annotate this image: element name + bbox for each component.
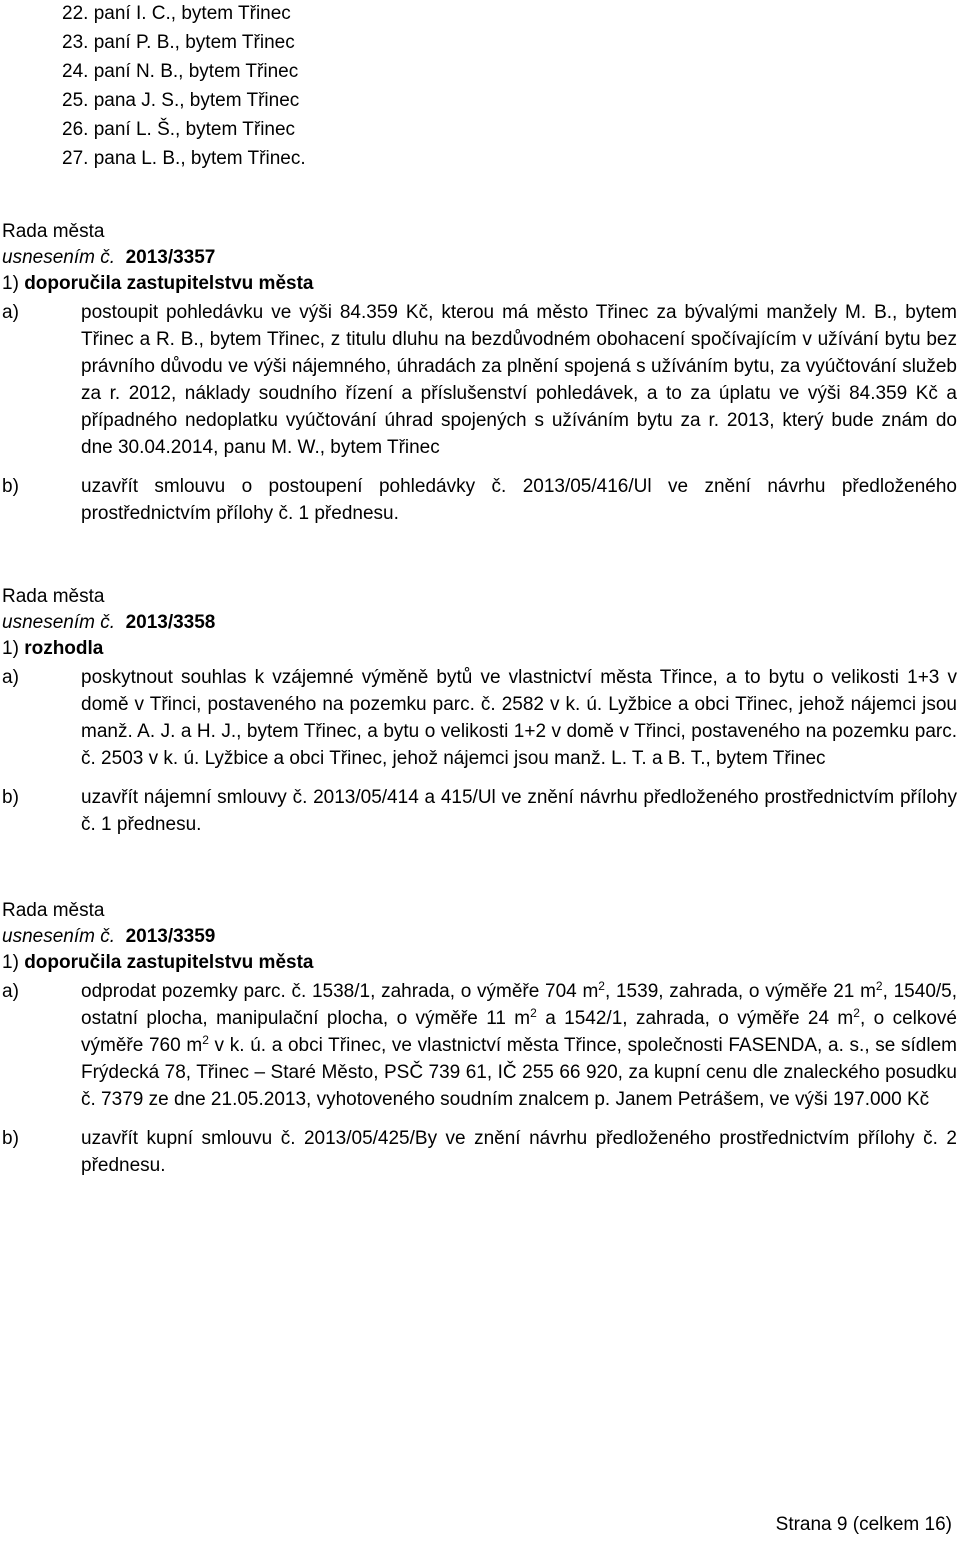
- decision-number: 1): [2, 638, 19, 659]
- item-text: postoupit pohledávku ve výši 84.359 Kč, kterou má město Třinec za bývalými manžely M. B., bytem Třinec a R. B., bytem Třinec, z titulu dluhu na bezdůvodném obohacení spočívajícím v užívání bytu bez právního důvodu ve výši nájemného, úhradách za plnění spojená s užíváním bytu, za vyúčtování služeb za r. 2012, náklady soudního řízení a příslušenství pohledávek, a to za úplatu ve výši 84.359 Kč a případného nedoplatku vyúčtování úhrad spojených s užíváním bytu za r. 2013, který bude znám do dne 30.04.2014, panu M. W., bytem Třinec: [81, 302, 957, 458]
- item-text: uzavřít kupní smlouvu č. 2013/05/425/By ve znění návrhu předloženého prostřednictvím přílohy č. 2 přednesu.: [81, 1128, 957, 1176]
- resolution-label: usnesením č.: [2, 247, 115, 268]
- resolution-section: [2, 584, 957, 838]
- item-label: b): [2, 476, 19, 497]
- resolution-item: [2, 299, 957, 461]
- superscript: 2: [875, 979, 883, 993]
- resolution-decision: [2, 271, 957, 299]
- council-heading: Rada města: [2, 900, 105, 921]
- item-text: poskytnout souhlas k vzájemné výměně bytů ve vlastnictví města Třince, a to bytu o velikosti 1+3 v domě v Třinci, postaveného na pozemku parc. č. 2582 v k. ú. Lyžbice a obci Třinec, jehož nájemci jsou manž. A. J. a H. J., bytem Třinec, a bytu o velikosti 1+2 v domě v Třinci, postaveného na pozemku parc. č. 2503 v k. ú. Lyžbice a obci Třinec, jehož nájemci jsou manž. L. T. a B. T., bytem Třinec: [81, 667, 957, 769]
- resolution-item: [2, 473, 957, 527]
- resolution-section: [2, 219, 957, 527]
- item-text: uzavřít nájemní smlouvy č. 2013/05/414 a 415/Ul ve znění návrhu předloženého prostřednictvím přílohy č. 1 přednesu.: [81, 787, 957, 835]
- superscript: 2: [202, 1033, 209, 1047]
- list-item: 25. pana J. S., bytem Třinec: [62, 90, 300, 111]
- council-heading: Rada města: [2, 221, 105, 242]
- decision-text: rozhodla: [24, 638, 104, 659]
- resolution-section: [2, 898, 957, 1179]
- decision-text: doporučila zastupitelstvu města: [24, 273, 314, 294]
- list-item: 23. paní P. B., bytem Třinec: [62, 32, 295, 53]
- superscript: 2: [530, 1006, 537, 1020]
- resolution-label: usnesením č.: [2, 926, 115, 947]
- decision-number: 1): [2, 952, 19, 973]
- resolution-item: [2, 784, 957, 838]
- resolution-decision: [2, 950, 957, 978]
- item-label: a): [2, 302, 19, 323]
- text-run: , 1540/5, ostatní plocha, manipulační plocha, o výměře 11 m: [81, 981, 958, 1029]
- resolution-item: [2, 1125, 957, 1179]
- resolution-item: [2, 664, 957, 772]
- resolution-item: [2, 978, 957, 1113]
- list-item: 24. paní N. B., bytem Třinec: [62, 61, 299, 82]
- resolution-number: 2013/3359: [125, 926, 216, 947]
- text-run: , 1539, zahrada, o výměře 21 m: [604, 981, 876, 1002]
- resolution-number: 2013/3358: [125, 612, 216, 633]
- text-run: , o celkové výměře 760 m: [81, 1008, 957, 1056]
- item-text: [81, 978, 957, 1113]
- resolution-number-line: [2, 245, 957, 271]
- item-label: b): [2, 1128, 19, 1149]
- text-run: a 1542/1, zahrada, o výměře 24 m: [536, 1008, 854, 1029]
- item-label: a): [2, 981, 19, 1002]
- resolution-number-line: [2, 610, 957, 636]
- council-heading: Rada města: [2, 586, 105, 607]
- decision-number: 1): [2, 273, 19, 294]
- list-item: 22. paní I. C., bytem Třinec: [62, 3, 291, 24]
- decision-text: doporučila zastupitelstvu města: [24, 952, 314, 973]
- resolution-number-line: [2, 924, 957, 950]
- superscript: 2: [598, 979, 605, 993]
- resolution-number: 2013/3357: [125, 247, 216, 268]
- item-text: uzavřít smlouvu o postoupení pohledávky č. 2013/05/416/Ul ve znění návrhu předloženého prostřednictvím přílohy č. 1 přednesu.: [81, 476, 957, 524]
- resolution-label: usnesením č.: [2, 612, 115, 633]
- list-item: 27. pana L. B., bytem Třinec.: [62, 148, 306, 169]
- recipient-list: [62, 2, 306, 176]
- superscript: 2: [853, 1006, 860, 1020]
- list-item: 26. paní L. Š., bytem Třinec: [62, 119, 296, 140]
- text-run: odprodat pozemky parc. č. 1538/1, zahrada, o výměře 704 m: [81, 981, 599, 1002]
- item-label: b): [2, 787, 19, 808]
- resolution-decision: [2, 636, 957, 664]
- item-label: a): [2, 667, 19, 688]
- text-run: v k. ú. a obci Třinec, ve vlastnictví města Třince, společnosti FASENDA, a. s., se sídlem Frýdecká 78, Třinec – Staré Město, PSČ 739 61, IČ 255 66 920, za kupní cenu dle znaleckého posudku č. 7379 ze dne 21.05.2013, vyhotoveného soudním znalcem p. Janem Petrášem, ve výši 197.000 Kč: [81, 1035, 957, 1110]
- page-footer: Strana 9 (celkem 16): [775, 1514, 952, 1535]
